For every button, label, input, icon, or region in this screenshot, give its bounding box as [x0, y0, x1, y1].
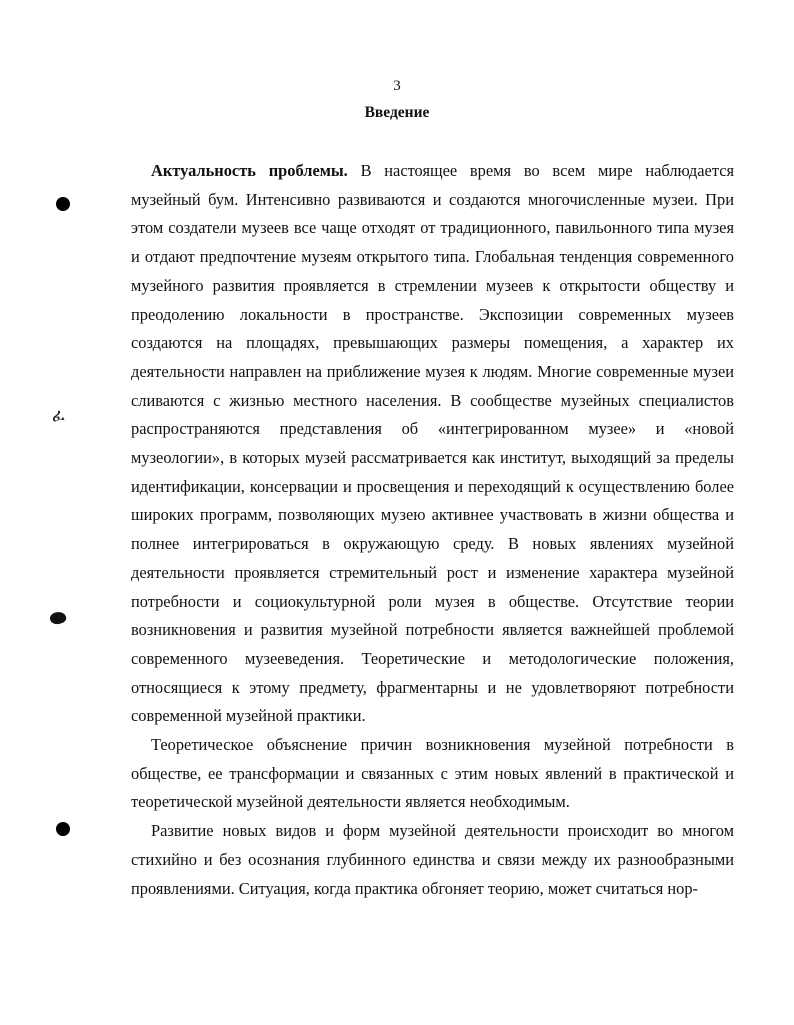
- paragraph-relevance: [131, 157, 734, 731]
- section-heading: Введение: [364, 104, 430, 121]
- punch-hole-mark: [56, 197, 70, 211]
- ink-blot-mark: [49, 610, 68, 626]
- paragraph-lead: Актуальность проблемы.: [151, 161, 348, 180]
- scribble-mark: ፈ: [52, 406, 65, 426]
- paragraph-theory: Теоретическое объяснение причин возникновения музейной потребности в обществе, ее трансформации и связанных с этим новых явлений в практической и теоретической музейной деятельности является необходимым.: [131, 735, 734, 812]
- body-text: [131, 157, 734, 903]
- paragraph-development: Развитие новых видов и форм музейной деятельности происходит во многом стихийно и без осознания глубинного единства и связи между их разнообразными проявлениями. Ситуация, когда практика обгоняет теорию, может считаться нор-: [131, 821, 734, 898]
- punch-hole-mark: [56, 822, 70, 836]
- paragraph-text: В настоящее время во всем мире наблюдается музейный бум. Интенсивно развиваются и создаются многочисленные музеи. При этом создатели музеев все чаще отходят от традиционного, павильонного типа музея и отдают предпочтение музеям открытого типа. Глобальная тенденция современного музейного развития проявляется в стремлении музеев к открытости обществу и преодолению локальности в пространстве. Экспозиции современных музеев создаются на площадях, превышающих размеры помещения, а характер их деятельности направлен на приближение музея к людям. Многие современные музеи сливаются с жизнью местного населения. В сообществе музейных специалистов распространяются представления об «интегрированном музее» и «новой музеологии», в которых музей рассматривается как институт, выходящий за пределы идентификации, консервации и просвещения и переходящий к осуществлению более широких программ, позволяющих музею активнее участвовать в жизни общества и полнее интегрироваться в окружающую среду. В новых явлениях музейной деятельности проявляется стремительный рост и изменение характера музейной потребности и социокультурной роли музея в обществе. Отсутствие теории возникновения и развития музейной потребности является важнейшей проблемой современного музееведения. Теоретические и методологические положения, относящиеся к этому предмету, фрагментарны и не удовлетворяют потребности современной музейной практики.: [131, 161, 735, 726]
- page-number: 3: [393, 78, 401, 94]
